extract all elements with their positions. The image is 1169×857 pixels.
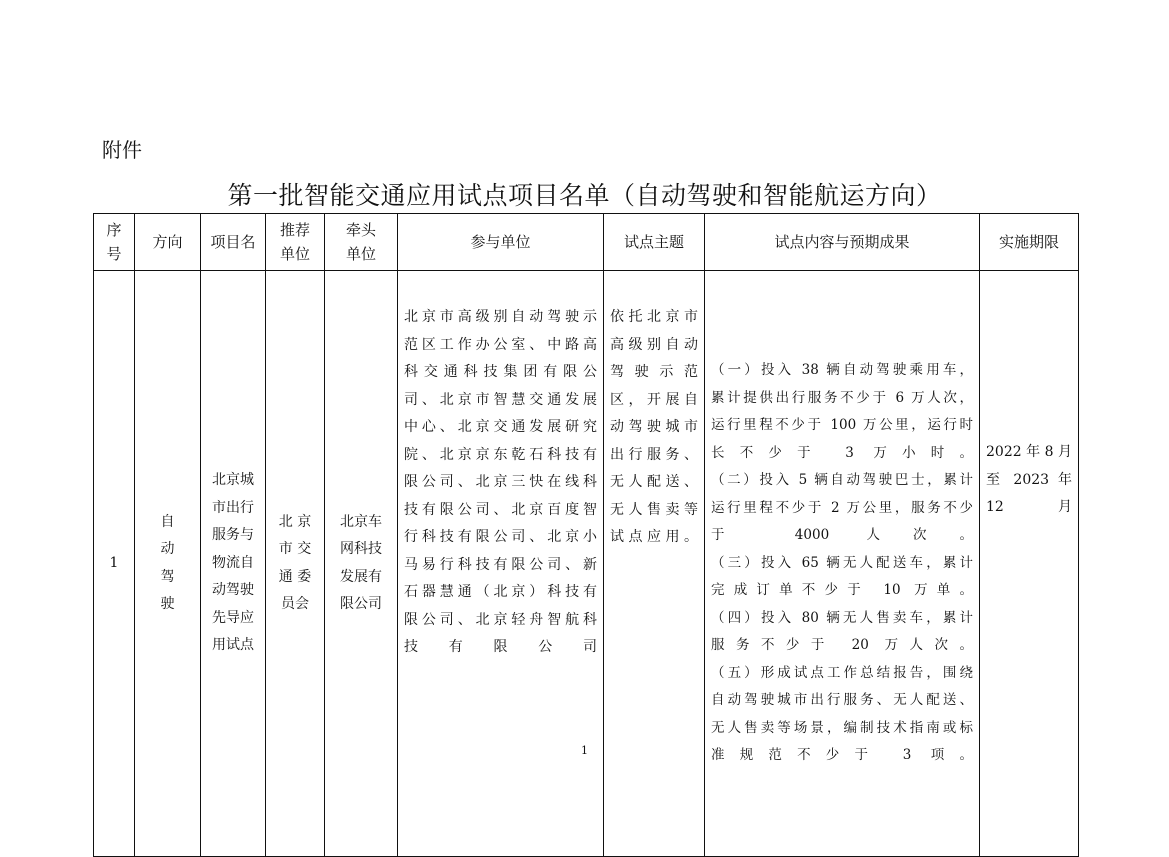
text-line: 技有限公司 — [404, 639, 597, 655]
text-line: 市 交 — [278, 541, 312, 557]
text-line: 出行服务、 — [610, 446, 698, 463]
text-line: 驾 — [160, 568, 175, 585]
text-line: 动 — [160, 541, 175, 557]
text-line: 参与单位 — [470, 233, 531, 251]
page-number: 1 — [581, 744, 588, 757]
text-line: 试点应用。 — [610, 529, 698, 545]
text-line: 推荐 — [279, 221, 310, 239]
text-line: 至 2023 年 — [986, 471, 1072, 488]
text-line: 北京市高级别自动驾驶示 — [404, 309, 597, 325]
cell-period — [980, 271, 1079, 857]
header-period — [980, 214, 1079, 271]
text-line: 行科技有限公司、北京小 — [404, 529, 597, 545]
text-line: 于 4000 人次。 — [711, 527, 973, 544]
text-line: 通 委 — [278, 568, 312, 585]
cell-recommender — [266, 271, 325, 857]
text-line: 服务与 — [212, 527, 254, 544]
header-recommender — [266, 214, 325, 271]
header-content — [705, 214, 980, 271]
text-line: 北京车 — [340, 513, 382, 530]
text-line: 无人配送、 — [610, 474, 698, 490]
cell-lead — [325, 271, 398, 857]
text-line: 实施期限 — [998, 233, 1059, 251]
text-line: （三）投入 65 辆无人配送车，累计 — [711, 554, 973, 571]
header-index — [94, 214, 135, 271]
text-line: 12 月 — [986, 499, 1072, 515]
text-line: 单位 — [345, 245, 376, 263]
text-line: 石器慧通（北京）科技有 — [404, 584, 597, 600]
text-line: 限公司、北京三快在线科 — [404, 474, 597, 490]
text-line: 自动驾驶城市出行服务、无人配送、 — [711, 692, 973, 709]
text-line: 服务不少于 20 万人次。 — [711, 637, 973, 654]
text-line: （一）投入 38 辆自动驾驶乘用车， — [711, 362, 973, 379]
text-line: 自 — [160, 513, 175, 530]
table-row — [94, 271, 1079, 857]
text-line: 试点主题 — [623, 233, 684, 251]
text-line: 2022 年 8 月 — [986, 444, 1072, 460]
text-line: （二）投入 5 辆自动驾驶巴士，累计 — [711, 472, 973, 489]
text-line: 运行里程不少于 2 万公里，服务不少 — [711, 499, 973, 516]
text-line: 技有限公司、北京百度智 — [404, 501, 597, 518]
text-line: 累计提供出行服务不少于 6 万人次， — [711, 389, 973, 406]
cell-project — [201, 271, 266, 857]
text-line: 市出行 — [212, 499, 254, 516]
text-line: 范区工作办公室、中路高 — [404, 336, 597, 353]
text-line: 马易行科技有限公司、新 — [404, 556, 597, 573]
text-line: 限公司、北京轻舟智航科 — [404, 611, 597, 628]
cell-content — [705, 271, 980, 857]
text-line: （四）投入 80 辆无人售卖车，累计 — [711, 609, 973, 626]
header-participants — [398, 214, 604, 271]
text-line: 网科技 — [340, 541, 382, 557]
header-direction — [135, 214, 201, 271]
text-line: 科交通科技集团有限公 — [404, 364, 597, 380]
header-theme — [604, 214, 705, 271]
text-line: 牵头 — [345, 221, 376, 239]
text-line: 无人售卖等 — [610, 501, 698, 518]
text-line: 单位 — [279, 245, 310, 263]
text-line: 员会 — [281, 596, 309, 612]
page-title: 第一批智能交通应用试点项目名单（自动驾驶和智能航运方向） — [227, 181, 942, 210]
text-line: 北 京 — [278, 513, 312, 530]
attachment-label: 附件 — [102, 138, 142, 162]
table-header-row — [94, 214, 1079, 271]
text-line: 限公司 — [340, 596, 382, 612]
text-line: 驶 — [160, 596, 175, 612]
text-line: 中心、北京交通发展研究 — [404, 419, 597, 435]
cell-direction — [135, 271, 201, 857]
header-lead — [325, 214, 398, 271]
text-line: 动驾驶 — [212, 582, 254, 599]
text-line: 动驾驶城市 — [610, 419, 698, 435]
text-line: 项目名 — [210, 233, 256, 251]
text-line: 先导应 — [212, 609, 254, 626]
text-line: （五）形成试点工作总结报告，围绕 — [711, 664, 973, 681]
text-line: 发展有 — [340, 568, 382, 585]
cell-index: 1 — [94, 271, 135, 857]
text-line: 区，开展自 — [610, 391, 698, 408]
text-line: 无人售卖等场景，编制技术指南或标 — [711, 719, 973, 736]
header-project — [201, 214, 266, 271]
text-line: 运行里程不少于 100 万公里，运行时 — [711, 417, 973, 434]
text-line: 物流自 — [212, 554, 254, 571]
cell-theme — [604, 271, 705, 857]
text-line: 完成订单不少于 10 万单。 — [711, 582, 973, 599]
text-line: 准规范不少于 3 项。 — [711, 747, 973, 764]
text-line: 依托北京市 — [610, 309, 698, 325]
text-line: 驾 驶 示 范 — [610, 364, 698, 380]
text-line: 院、北京京东乾石科技有 — [404, 446, 597, 463]
text-line: 试点内容与预期成果 — [774, 233, 910, 251]
pilot-project-table — [93, 213, 1079, 857]
text-line: 号 — [106, 245, 122, 263]
text-line: 司、北京市智慧交通发展 — [404, 391, 597, 408]
text-line: 方向 — [152, 233, 183, 251]
text-line: 长不少于 3 万小时。 — [711, 444, 973, 461]
text-line: 高级别自动 — [610, 336, 698, 353]
cell-participants — [398, 271, 604, 857]
text-line: 序 — [106, 221, 122, 239]
text-line: 用试点 — [212, 637, 254, 654]
text-line: 北京城 — [212, 472, 254, 489]
